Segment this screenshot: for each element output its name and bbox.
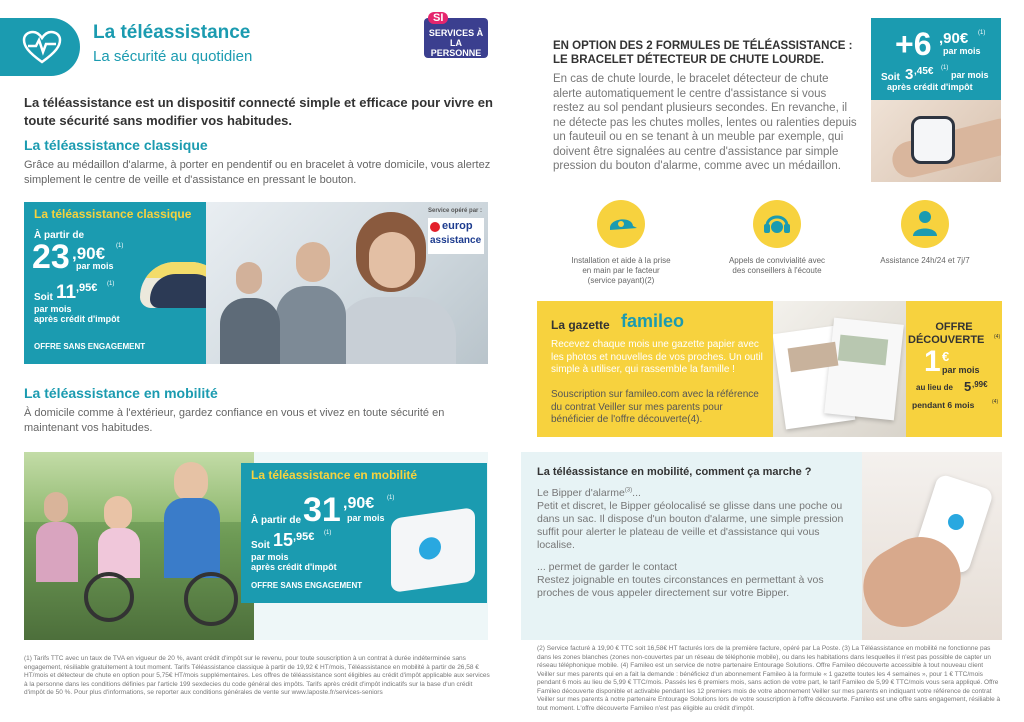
mobility-after-line1: par mois (251, 552, 289, 562)
service-item (880, 200, 970, 266)
famileo-logo: famileo (621, 311, 685, 331)
footnote-left: (1) Tarifs TTC avec un taux de TVA en vigueur de 20 %, avant crédit d'impôt sur le revenu, pour toute souscription à un contrat à durée indéterminée sans engagement, résiliable gratuitement à tout moment. Tarifs Téléassistance classique à partir de 19,92 € HT/mois, Téléassistance en mobilité à partir de 26,58 € HT/mois et détecteur de chute en option pour 5,75€ HT/mois supplémentaires. Les offres de téléassistance sont éligibles au crédit d'impôt applicable aux services à la personne dans les conditions définies par l'article 199 sexdecies du code général des impôts. Tarifs après crédit d'impôt indicatifs sur la base d'un crédit d'impôt de 50 %. Pour plus d'informations, se reporter aux conditions générales de vente sur www.laposte.fr/services-seniors (24, 655, 490, 696)
classic-heading: La téléassistance classique (24, 137, 208, 153)
classic-text: Grâce au médaillon d'alarme, à porter en pendentif ou en bracelet à votre domicile, vous alertez simplement le centre de veille et d'assistance en pressant le bouton. (24, 159, 491, 186)
mobility-soit: Soit (251, 540, 270, 551)
mobility-after-int: 15 (273, 530, 294, 550)
service-label: Appels de convivialité avec des conseillers à l'écoute (728, 256, 826, 275)
brand-icon-box (0, 18, 80, 76)
logo-si: SI (428, 12, 448, 24)
classic-after-line2: après crédit d'impôt (34, 314, 120, 324)
classic-soit: Soit (34, 292, 53, 303)
gazette-offer-price: 1 (924, 345, 941, 378)
mobility-after-line2: après crédit d'impôt (251, 562, 337, 572)
classic-after-dec: ,95€ (76, 282, 98, 294)
service-item (571, 200, 671, 286)
mobility-from: À partir de (251, 515, 302, 526)
mobility-after-dec: ,95€ (293, 531, 315, 543)
gazette-offer-line1: OFFRE (935, 321, 973, 333)
option-price-box (871, 18, 1001, 100)
mobility-offer-title: La téléassistance en mobilité (251, 468, 418, 482)
footnote-right: (2) Service facturé à 19,90 € TTC soit 16,58€ HT facturés lors de la première facture, opéré par La Poste. (3) La Téléassistance en mobilité ne fonctionne pas dans les zones blanches (zones non-couvertes par un réseau de téléphonie mobile), ou dans les habitations dans lesquelles il n'est pas possible de capter un réseau téléphonique mobile. (4) Famileo est un service de notre partenaire Entourage Solutions. Offre Famileo découverte accessible à tout nouveau client Veiller sur mes parents qui en a fait la demande : bénéficiez d'un abonnement Famileo à la formule « 1 gazette toutes les 4 semaines », pour 1 € TTC/mois pendant 6 mois au lieu de 5,99 € TTC/mois. Passés les 6 premiers mois, sans action de votre part, le tarif Famileo de 5,99 € TTC/mois vous sera appliqué. Offre Famileo découverte disponible et activable pendant les 12 premiers mois de votre abonnement Veiller sur mes parents en indiquant votre référence de contrat Veiller sur mes parents à notre partenaire Entourage Solutions lors de votre souscription à l'offre découverte. Famileo est une offre sans engagement, résiliable à tout moment. L'offre découverte Famileo n'est pas éligible au crédit d'impôt. (537, 645, 1001, 712)
gazette-photo (773, 301, 906, 437)
mobility-no-commit: OFFRE SANS ENGAGEMENT (251, 581, 363, 590)
option-text: En cas de chute lourde, le bracelet détecteur de chute alerte automatiquement le centre d'assistance si vous restez au sol pendant plusieurs secondes. En revanche, il ne détecte pas les chutes molles, lentes ou ralenties depuis un fauteuil ou en se tenant à un meuble par exemple, qui doivent être signalées au centre d'assistance par simple pression du bouton d'alarme, comme avec un médaillon. (553, 73, 857, 172)
intro-text: La téléassistance est un dispositif connecté simple et efficace pour vivre en toute sécurité sans modifier vos habitudes. (24, 95, 493, 128)
how-text2: Restez joignable en toutes circonstances en permettant à vos proches de vous appeler directement sur votre Bipper. (537, 574, 824, 599)
gazette-box (537, 301, 773, 437)
hand-bipper-photo (862, 452, 1002, 640)
how-sub1-text: Le Bipper d'alarme (537, 487, 625, 499)
heart-pulse-icon (22, 30, 62, 64)
family-bike-photo (24, 452, 254, 640)
mobility-after-note: (1) (324, 530, 332, 536)
gazette-instead: au lieu de (916, 383, 953, 392)
gazette-label: La gazette (551, 318, 610, 332)
classic-price-note: (1) (116, 243, 124, 249)
classic-offer-title: La téléassistance classique (34, 207, 192, 221)
mobility-price-dec: ,90€ (343, 495, 375, 512)
gazette-text: Recevez chaque mois une gazette papier avec les photos et nouvelles de vos proches. Un outil simple à utiliser, qui rassemble la famille ! (551, 339, 763, 375)
mobility-per-month: par mois (347, 513, 385, 523)
option-plus-note: (1) (978, 30, 986, 36)
classic-price-int: 23 (32, 238, 70, 276)
gazette-offer-note: (4) (994, 334, 1001, 340)
classic-no-commit: OFFRE SANS ENGAGEMENT (34, 342, 146, 351)
option-heading-line1: EN OPTION DES 2 FORMULES DE TÉLÉASSISTANCE : (553, 40, 853, 52)
how-sub1-dots: ... (632, 487, 641, 499)
option-heading (553, 39, 852, 67)
option-plus-dec: ,90€ (939, 30, 969, 47)
operated-by-label: Service opéré par : (428, 208, 483, 214)
europ-assistance-logo (428, 218, 484, 254)
assistance-person-icon (901, 200, 949, 248)
classic-from: À partir de (34, 230, 85, 241)
gazette-offer-line2: DÉCOUVERTE (908, 334, 985, 346)
page-subtitle: La sécurité au quotidien (93, 48, 253, 65)
bipper-device (391, 507, 475, 593)
gazette-offer-euro: € (942, 349, 950, 364)
page-title: La téléassistance (93, 22, 251, 43)
how-sub1-note: (3) (624, 487, 633, 494)
service-label: Installation et aide à la prise en main par le facteur (service payant)(2) (571, 256, 671, 285)
wrist-bracelet-photo (871, 100, 1001, 182)
mobility-heading: La téléassistance en mobilité (24, 385, 218, 401)
classic-offer-box (24, 202, 206, 364)
how-it-works-box (521, 452, 862, 640)
option-plus-per: par mois (943, 46, 981, 56)
mobility-text: À domicile comme à l'extérieur, gardez confiance en vous et vivez en toute sécurité en maintenant vos habitudes. (24, 407, 445, 434)
classic-after-line1: par mois (34, 304, 72, 314)
how-sub1 (537, 487, 641, 499)
option-soit-after: après crédit d'impôt (887, 82, 973, 92)
option-soit-per: par mois (951, 70, 989, 80)
mobility-price-int: 31 (303, 491, 341, 529)
gazette-offer-box (906, 301, 1002, 437)
option-soit-int: 3 (905, 66, 914, 83)
service-label: Assistance 24h/24 et 7j/7 (880, 256, 970, 265)
gazette-instead-dec: ,99€ (972, 380, 988, 389)
gazette-during: pendant 6 mois (912, 400, 975, 410)
option-soit-note: (1) (941, 65, 949, 71)
classic-per-month: par mois (76, 261, 114, 271)
classic-after-int: 11 (56, 282, 77, 303)
how-heading: La téléassistance en mobilité, comment ça marche ? (537, 466, 812, 478)
operator-line2: assistance (430, 235, 482, 246)
operator-line1: europ (442, 220, 473, 232)
gazette-offer-per: par mois (942, 365, 980, 375)
headset-icon (753, 200, 801, 248)
mobility-price-note: (1) (387, 495, 395, 501)
service-item (722, 200, 832, 276)
option-soit: Soit (881, 72, 900, 83)
gazette-text2: Souscription sur famileo.com avec la référence du contrat Veiller sur mes parents pour bénéficier de l'offre découverte(4). (551, 389, 759, 425)
gazette-during-note: (4) (992, 399, 999, 405)
how-text1: Petit et discret, le Bipper géolocalisé se glisse dans une poche ou dans un sac. Il dispose d'un bouton d'alarme, une simple pression suffit pour alerter le plateau de veille et d'assistance qui vous localise. (537, 500, 844, 551)
classic-price-dec: ,90€ (72, 244, 106, 263)
delivery-cap-icon (597, 200, 645, 248)
how-sub2: ... permet de garder le contact (537, 561, 678, 573)
gazette-instead-price: 5 (964, 379, 972, 394)
logo-text: SERVICES À LA PERSONNE (428, 28, 484, 58)
services-a-la-personne-logo (424, 12, 488, 58)
option-plus: +6 (895, 26, 932, 62)
classic-after-note: (1) (107, 281, 115, 287)
option-soit-dec: ,45€ (914, 66, 934, 77)
option-heading-line2: LE BRACELET DÉTECTEUR DE CHUTE LOURDE. (553, 54, 824, 66)
mobility-offer-box (241, 463, 487, 603)
